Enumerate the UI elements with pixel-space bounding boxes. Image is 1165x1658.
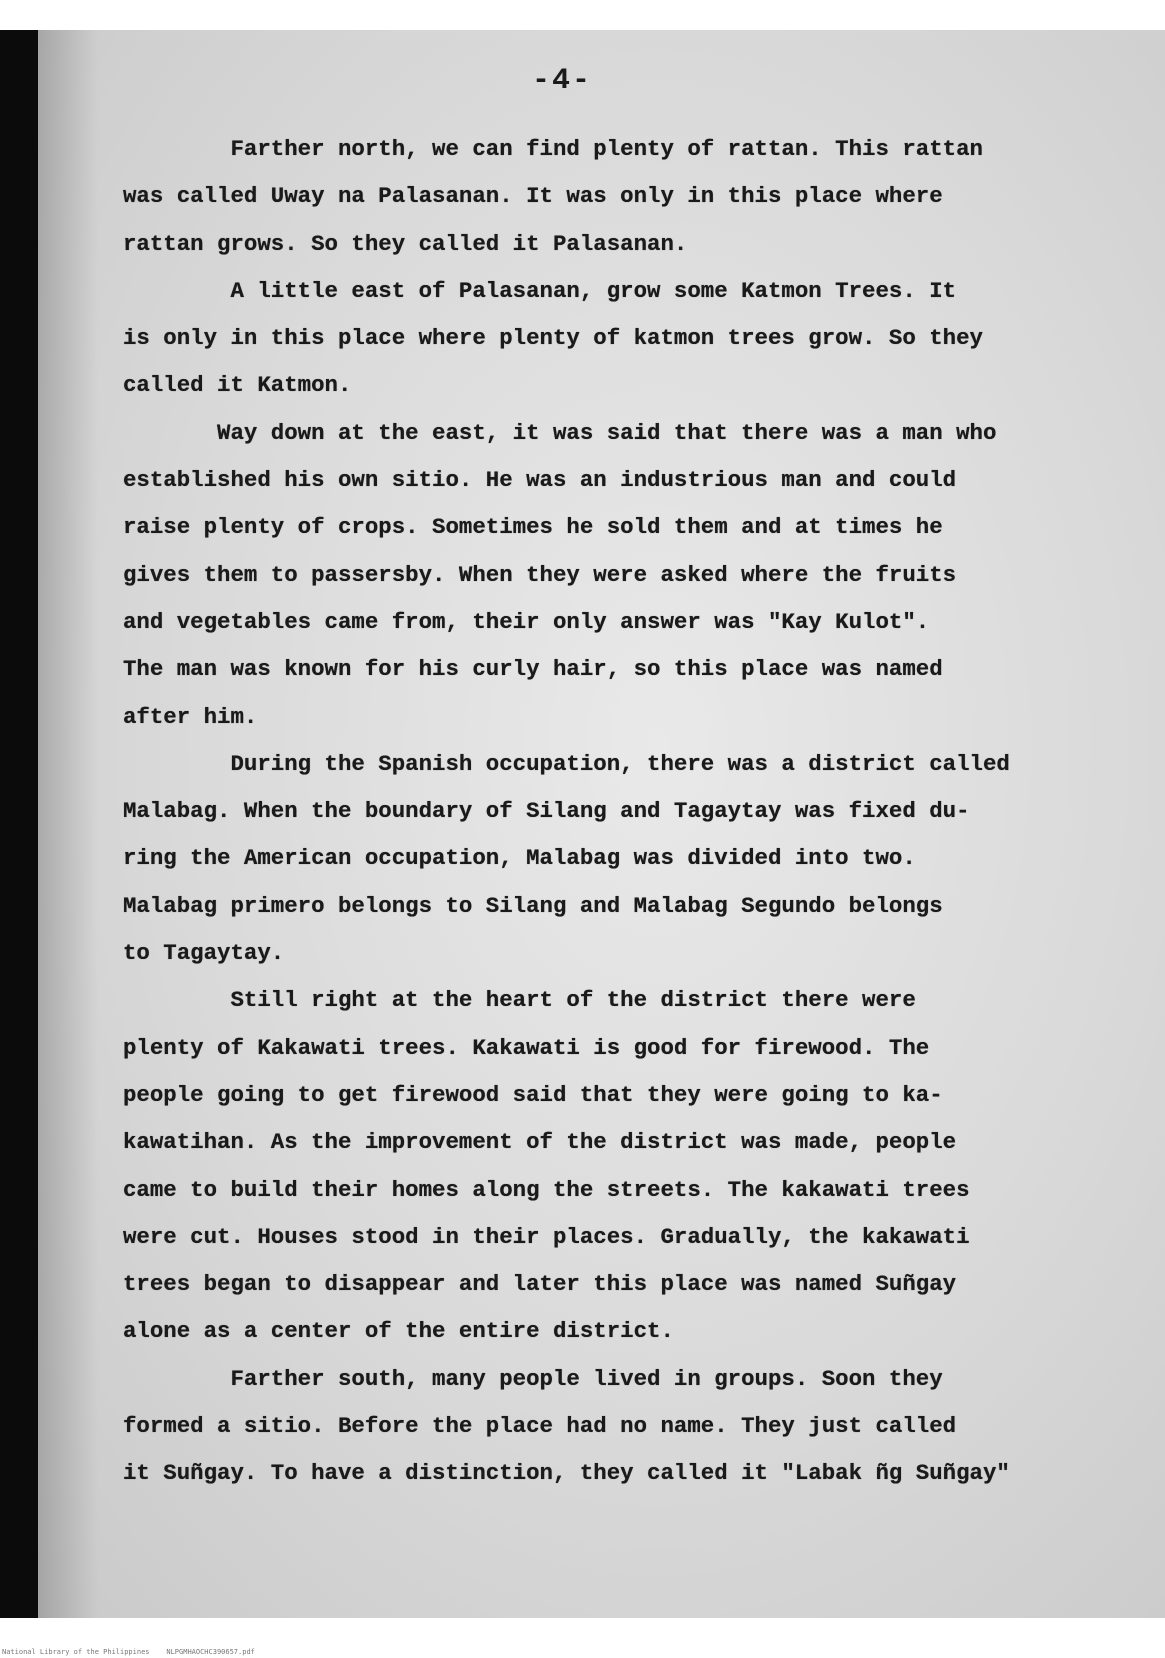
text-line: Malabag. When the boundary of Silang and Tagaytay was fixed du- (123, 798, 970, 825)
text-line: was called Uway na Palasanan. It was only in this place where (123, 183, 943, 210)
text-line: A little east of Palasanan, grow some Katmon Trees. It (123, 277, 957, 304)
text-line: called it Katmon. (123, 372, 352, 399)
text-line: formed a sitio. Before the place had no name. They just called (123, 1413, 957, 1440)
text-line: ring the American occupation, Malabag was divided into two. (123, 845, 916, 872)
footer-file: NLPGMHAOCHC390657.pdf (166, 1648, 255, 1656)
text-line: The man was known for his curly hair, so this place was named (123, 656, 943, 683)
text-line: Still right at the heart of the district there were (123, 987, 916, 1014)
text-line: Farther south, many people lived in groups. Soon they (123, 1365, 943, 1392)
text-line: came to build their homes along the streets. The kakawati trees (123, 1176, 970, 1203)
text-line: trees began to disappear and later this place was named Suñgay (123, 1271, 957, 1298)
scan-edge-shadow (0, 30, 38, 1618)
typewritten-sheet (38, 30, 1165, 1618)
text-line: Way down at the east, it was said that there was a man who (123, 419, 997, 446)
text-line: were cut. Houses stood in their places. Gradually, the kakawati (123, 1223, 970, 1250)
page-number: -4- (532, 64, 593, 98)
text-line: Farther north, we can find plenty of rattan. This rattan (123, 136, 983, 162)
text-line: Malabag primero belongs to Silang and Malabag Segundo belongs (123, 892, 943, 919)
text-line: to Tagaytay. (123, 940, 285, 967)
text-line: and vegetables came from, their only answer was "Kay Kulot". (123, 608, 930, 635)
footer-credit (2, 1648, 255, 1656)
text-line: gives them to passersby. When they were asked where the fruits (123, 561, 957, 588)
text-line: During the Spanish occupation, there was a district called (123, 750, 1010, 777)
text-line: established his own sitio. He was an industrious man and could (123, 467, 957, 494)
text-line: rattan grows. So they called it Palasanan. (123, 230, 688, 257)
text-line: after him. (123, 703, 258, 730)
text-line: is only in this place where plenty of katmon trees grow. So they (123, 325, 983, 352)
text-line: raise plenty of crops. Sometimes he sold them and at times he (123, 514, 943, 541)
text-line: it Suñgay. To have a distinction, they called it "Labak ñg Suñgay" (123, 1460, 1010, 1487)
footer-source: National Library of the Philippines (2, 1648, 150, 1656)
text-line: people going to get firewood said that they were going to ka- (123, 1081, 943, 1108)
body-text (123, 126, 1133, 1498)
text-line: kawatihan. As the improvement of the district was made, people (123, 1129, 957, 1156)
text-line: alone as a center of the entire district. (123, 1318, 674, 1345)
text-line: plenty of Kakawati trees. Kakawati is good for firewood. The (123, 1034, 930, 1061)
